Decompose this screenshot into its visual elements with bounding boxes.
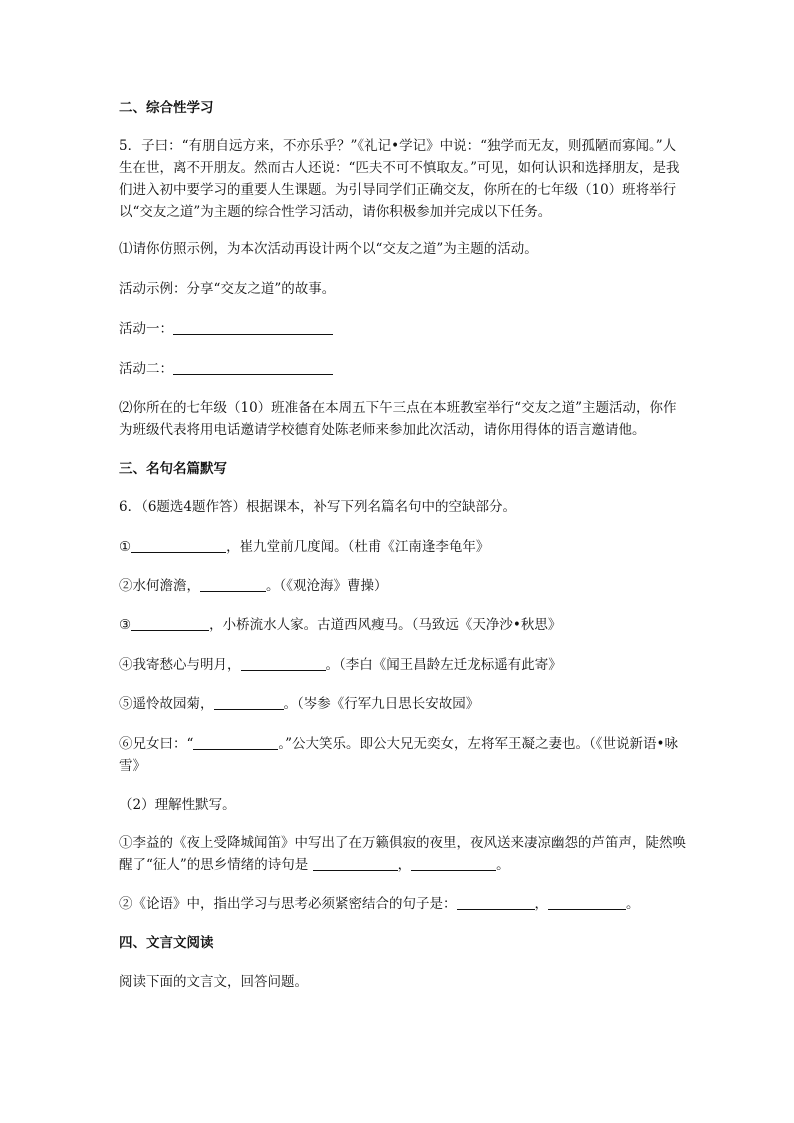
dictation-line-5 — [119, 693, 689, 715]
question-6-part-2: （2）理解性默写。 — [119, 797, 236, 813]
activity-example: 活动示例：分享“交友之道”的故事。 — [119, 281, 336, 297]
dictation-5-suffix: 。（岑参《行军九日思长安故园》 — [283, 696, 480, 712]
section-heading-3: 三、名句名篇默写 — [119, 461, 227, 477]
activity-2-line — [119, 358, 689, 380]
dictation-1-blank[interactable] — [131, 538, 226, 553]
understanding-1-text: ①李益的《夜上受降城闻笛》中写出了在万籁俱寂的夜里，夜风送来凄凉幽怨的芦笛声，陡然唤醒了“征人”的思乡情绪的诗句是 — [119, 835, 686, 873]
dictation-line-1 — [119, 536, 689, 558]
understanding-line-2 — [119, 893, 689, 915]
activity-1-label: 活动一： — [119, 321, 173, 337]
understanding-2-blank-a[interactable] — [457, 895, 535, 910]
dictation-4-blank[interactable] — [241, 656, 326, 671]
activity-1-blank[interactable] — [173, 320, 333, 335]
dictation-4-prefix: ④我寄愁心与明月， — [119, 657, 241, 673]
understanding-line-1 — [119, 832, 689, 876]
dictation-2-prefix: ②水何澹澹， — [119, 578, 200, 594]
dictation-line-6 — [119, 733, 689, 777]
understanding-1-separator: ， — [397, 857, 412, 873]
understanding-1-end: 。 — [496, 857, 510, 873]
dictation-1-prefix: ① — [119, 539, 132, 555]
question-5-part-1: ⑴请你仿照示例，为本次活动再设计两个以“交友之道”为主题的活动。 — [119, 241, 538, 257]
question-5-part-2: ⑵你所在的七年级（10）班准备在本周五下午三点在本班教室举行“交友之道”主题活动，你作为班级代表将用电话邀请学校德育处陈老师来参加此次活动，请你用得体的语言邀请他。 — [119, 400, 677, 438]
dictation-3-prefix: ③ — [119, 617, 132, 633]
dictation-5-blank[interactable] — [214, 695, 284, 710]
section-heading-4: 四、文言文阅读 — [119, 935, 214, 951]
dictation-1-suffix: ，崔九堂前几度闻。（杜甫《江南逢李龟年》 — [226, 539, 490, 555]
dictation-6-suffix: 。”公大笑乐。即公大兄无奕女，左将军王凝之妻也。（《世说新语•咏雪》 — [119, 736, 679, 774]
question-5-intro: 5．子曰：“有朋自远方来，不亦乐乎？”《礼记•学记》中说：“独学而无友，则孤陋而寡闻。”人生在世，离不开朋友。然而古人还说：“匹夫不可不慎取友。”可见，如何认识和选择朋友，是我们进入初中要学习的重要人生课题。为引导同学们正确交友，你所在的七年级（10）班将举行以“交友之道”为主题的综合性学习活动，请你积极参加并完成以下任务。 — [119, 138, 680, 220]
activity-2-label: 活动二： — [119, 361, 173, 377]
dictation-6-blank[interactable] — [193, 735, 278, 750]
dictation-2-suffix: 。（《观沧海》曹操） — [266, 578, 388, 594]
dictation-line-3 — [119, 614, 689, 636]
understanding-2-end: 。 — [626, 896, 640, 912]
section-heading-2: 二、综合性学习 — [119, 100, 214, 116]
question-7-intro: 阅读下面的文言文，回答问题。 — [119, 974, 308, 990]
dictation-3-suffix: ，小桥流水人家。古道西风瘦马。（马致远《天净沙•秋思》 — [209, 617, 562, 633]
understanding-2-text: ②《论语》中，指出学习与思考必须紧密结合的句子是： — [119, 896, 457, 912]
dictation-line-2 — [119, 575, 689, 597]
understanding-1-blank-b[interactable] — [411, 856, 496, 871]
understanding-1-blank-a[interactable] — [313, 856, 398, 871]
dictation-2-blank[interactable] — [200, 577, 266, 592]
dictation-5-prefix: ⑤遥怜故园菊， — [119, 696, 214, 712]
dictation-line-4 — [119, 654, 689, 676]
understanding-2-blank-b[interactable] — [548, 895, 626, 910]
understanding-2-separator: ， — [534, 896, 548, 912]
dictation-4-suffix: 。（李白《闻王昌龄左迁龙标遥有此寄》 — [325, 657, 562, 673]
dictation-3-blank[interactable] — [131, 616, 209, 631]
question-6-intro: 6．（6题选4题作答）根据课本，补写下列名篇名句中的空缺部分。 — [119, 499, 517, 515]
activity-1-line — [119, 318, 689, 340]
dictation-6-prefix: ⑥兄女曰：“ — [119, 736, 194, 752]
activity-2-blank[interactable] — [173, 360, 333, 375]
